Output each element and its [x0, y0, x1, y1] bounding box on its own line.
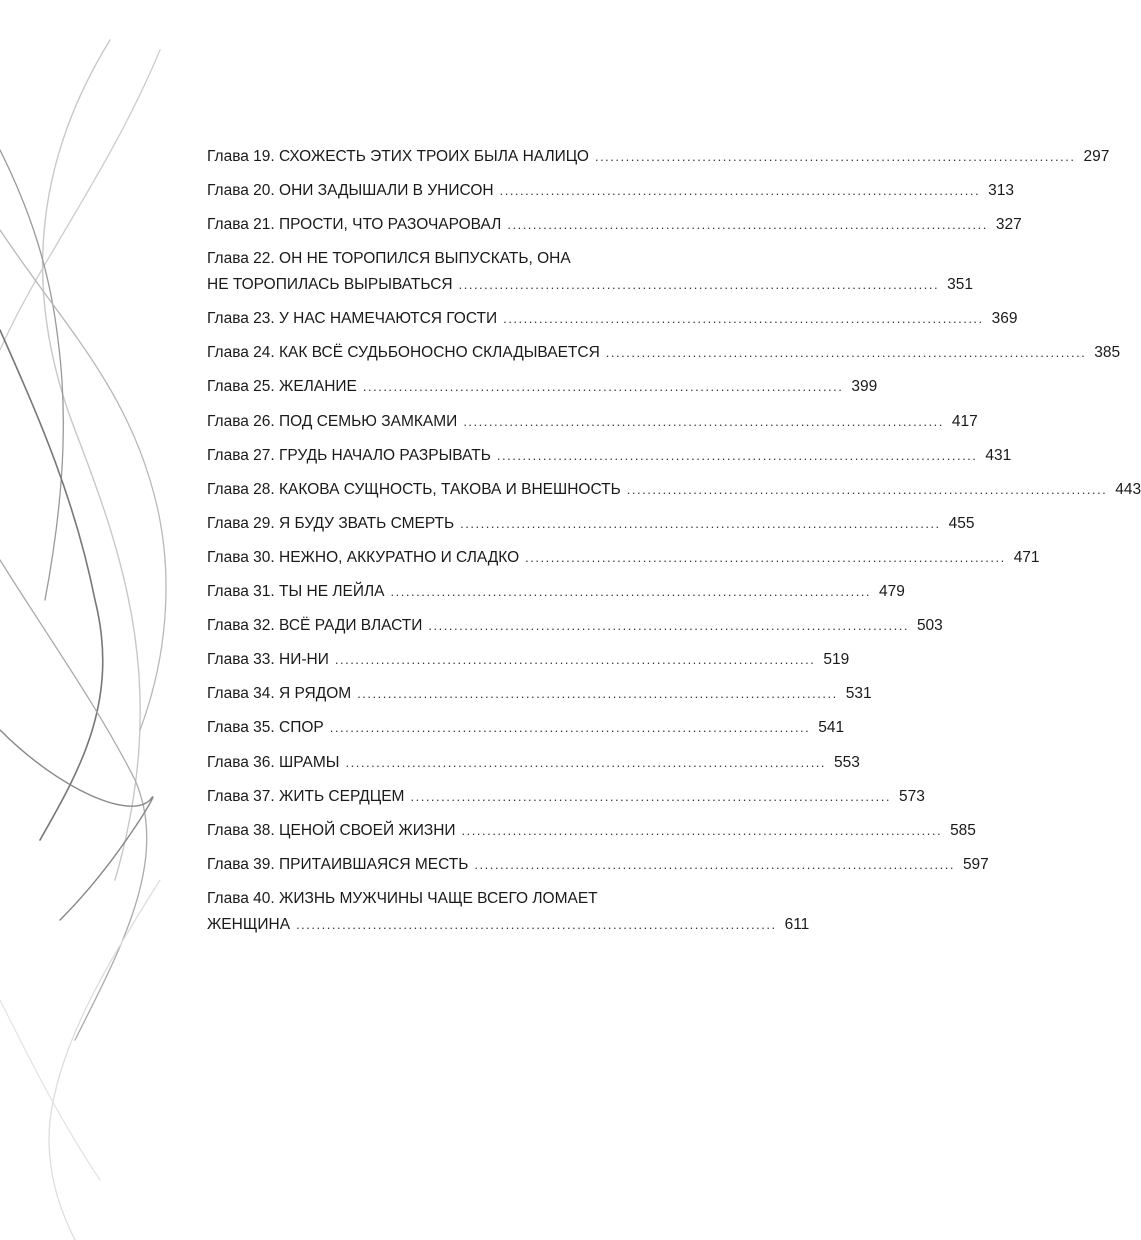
leader-dots: ..............................................................................................	[460, 515, 941, 531]
chapter-title: Глава 36. ШРАМЫ	[207, 753, 340, 771]
chapter-title: Глава 21. ПРОСТИ, ЧТО РАЗОЧАРОВАЛ	[207, 216, 502, 234]
toc-entry[interactable]	[207, 374, 878, 408]
leader-dots: ..............................................................................................	[503, 311, 984, 327]
leader-dots: ..............................................................................................	[461, 822, 943, 838]
page-number: 431	[985, 446, 1012, 464]
chapter-title: Глава 27. ГРУДЬ НАЧАЛО РАЗРЫВАТЬ	[207, 446, 491, 464]
page-number: 503	[916, 617, 943, 635]
page-number: 399	[851, 378, 878, 396]
toc-entry[interactable]	[207, 246, 973, 306]
chapter-title: Глава 28. КАКОВА СУЩНОСТЬ, ТАКОВА И ВНЕШНОСТЬ	[207, 480, 621, 498]
leader-dots: ..............................................................................................	[463, 413, 944, 429]
chapter-title: Глава 25. ЖЕЛАНИЕ	[207, 378, 357, 396]
leader-dots: ..............................................................................................	[410, 788, 891, 804]
leader-dots: ..............................................................................................	[296, 916, 777, 932]
chapter-title: Глава 29. Я БУДУ ЗВАТЬ СМЕРТЬ	[207, 514, 455, 532]
chapter-title: Глава 40. ЖИЗНЬ МУЖЧИНЫ ЧАЩЕ ВСЕГО ЛОМАЕТ	[207, 889, 598, 907]
page-number: 385	[1094, 344, 1121, 362]
page-number: 519	[823, 651, 850, 669]
chapter-title: Глава 31. ТЫ НЕ ЛЕЙЛА	[207, 583, 385, 601]
leader-dots: ..............................................................................................	[390, 584, 872, 600]
toc-entry[interactable]	[207, 818, 976, 852]
chapter-title: Глава 24. КАК ВСЁ СУДЬБОНОСНО СКЛАДЫВАЕТСЯ	[207, 344, 600, 362]
leader-dots: ..............................................................................................	[428, 618, 909, 634]
leader-dots: ..............................................................................................	[626, 481, 1108, 497]
toc-entry[interactable]	[207, 511, 975, 545]
toc-entry[interactable]	[207, 340, 1121, 374]
toc-entry[interactable]	[207, 144, 1110, 178]
toc-entry[interactable]	[207, 306, 1018, 340]
chapter-title: Глава 19. СХОЖЕСТЬ ЭТИХ ТРОИХ БЫЛА НАЛИЦО	[207, 148, 589, 165]
chapter-title: Глава 39. ПРИТАИВШАЯСЯ МЕСТЬ	[207, 855, 469, 873]
leader-dots: ..............................................................................................	[357, 686, 838, 702]
chapter-title: Глава 33. НИ-НИ	[207, 651, 329, 669]
toc-entry[interactable]	[207, 212, 1022, 246]
leader-dots: ..............................................................................................	[362, 379, 844, 395]
chapter-title: Глава 23. У НАС НАМЕЧАЮТСЯ ГОСТИ	[207, 310, 498, 328]
chapter-title: Глава 20. ОНИ ЗАДЫШАЛИ В УНИСОН	[207, 182, 494, 200]
toc-entry[interactable]	[207, 477, 1141, 511]
chapter-title: Глава 37. ЖИТЬ СЕРДЦЕМ	[207, 787, 405, 805]
table-of-contents	[207, 144, 1141, 946]
page-number: 531	[845, 685, 872, 703]
page-number: 611	[784, 915, 810, 933]
page-number: 585	[950, 821, 976, 839]
leader-dots: ..............................................................................................	[496, 447, 978, 463]
page-number: 327	[995, 216, 1022, 234]
page-number: 417	[951, 412, 978, 430]
chapter-title: Глава 35. СПОР	[207, 719, 324, 737]
toc-entry[interactable]	[207, 443, 1012, 477]
page-number: 471	[1013, 548, 1040, 566]
toc-entry[interactable]	[207, 647, 850, 681]
toc-entry[interactable]	[207, 886, 810, 946]
leader-dots: ..............................................................................................	[345, 754, 827, 770]
leader-dots: ..............................................................................................	[507, 217, 988, 233]
page-number: 553	[834, 753, 860, 771]
page-number: 369	[991, 310, 1018, 328]
page-number: 541	[818, 719, 845, 737]
toc-entry[interactable]	[207, 784, 925, 818]
leader-dots: ..............................................................................................	[605, 345, 1087, 361]
toc-entry[interactable]	[207, 613, 943, 647]
page-number: 313	[988, 182, 1014, 200]
toc-entry[interactable]	[207, 579, 905, 613]
toc-entry[interactable]	[207, 409, 978, 443]
page-number: 597	[962, 855, 989, 873]
leader-dots: ..............................................................................................	[334, 652, 816, 668]
page-number: 443	[1115, 480, 1141, 498]
leader-dots: ..............................................................................................	[525, 549, 1006, 565]
chapter-title-continued: ЖЕНЩИНА	[207, 915, 291, 933]
chapter-title: Глава 22. ОН НЕ ТОРОПИЛСЯ ВЫПУСКАТЬ, ОНА	[207, 250, 571, 268]
chapter-title: Глава 32. ВСЁ РАДИ ВЛАСТИ	[207, 617, 423, 635]
page-number: 351	[947, 276, 973, 294]
toc-entry[interactable]	[207, 852, 989, 886]
leader-dots: ..............................................................................................	[474, 856, 955, 872]
page-number: 297	[1083, 148, 1110, 165]
leader-dots: ..............................................................................................	[499, 183, 981, 199]
page-number: 479	[879, 583, 905, 601]
toc-entry[interactable]	[207, 178, 1014, 212]
toc-entry[interactable]	[207, 545, 1040, 579]
page-number: 573	[899, 787, 925, 805]
page-number: 455	[948, 514, 975, 532]
toc-entry[interactable]	[207, 681, 872, 715]
toc-entry[interactable]	[207, 750, 860, 784]
chapter-title-continued: НЕ ТОРОПИЛАСЬ ВЫРЫВАТЬСЯ	[207, 276, 453, 294]
leader-dots: ..............................................................................................	[329, 720, 811, 736]
chapter-title: Глава 26. ПОД СЕМЬЮ ЗАМКАМИ	[207, 412, 458, 430]
toc-entry[interactable]	[207, 715, 845, 749]
leader-dots: ..............................................................................................	[458, 277, 940, 293]
chapter-title: Глава 34. Я РЯДОМ	[207, 685, 352, 703]
chapter-title: Глава 30. НЕЖНО, АККУРАТНО И СЛАДКО	[207, 548, 520, 566]
leader-dots: ..............................................................................................	[594, 149, 1076, 164]
chapter-title: Глава 38. ЦЕНОЙ СВОЕЙ ЖИЗНИ	[207, 821, 456, 839]
